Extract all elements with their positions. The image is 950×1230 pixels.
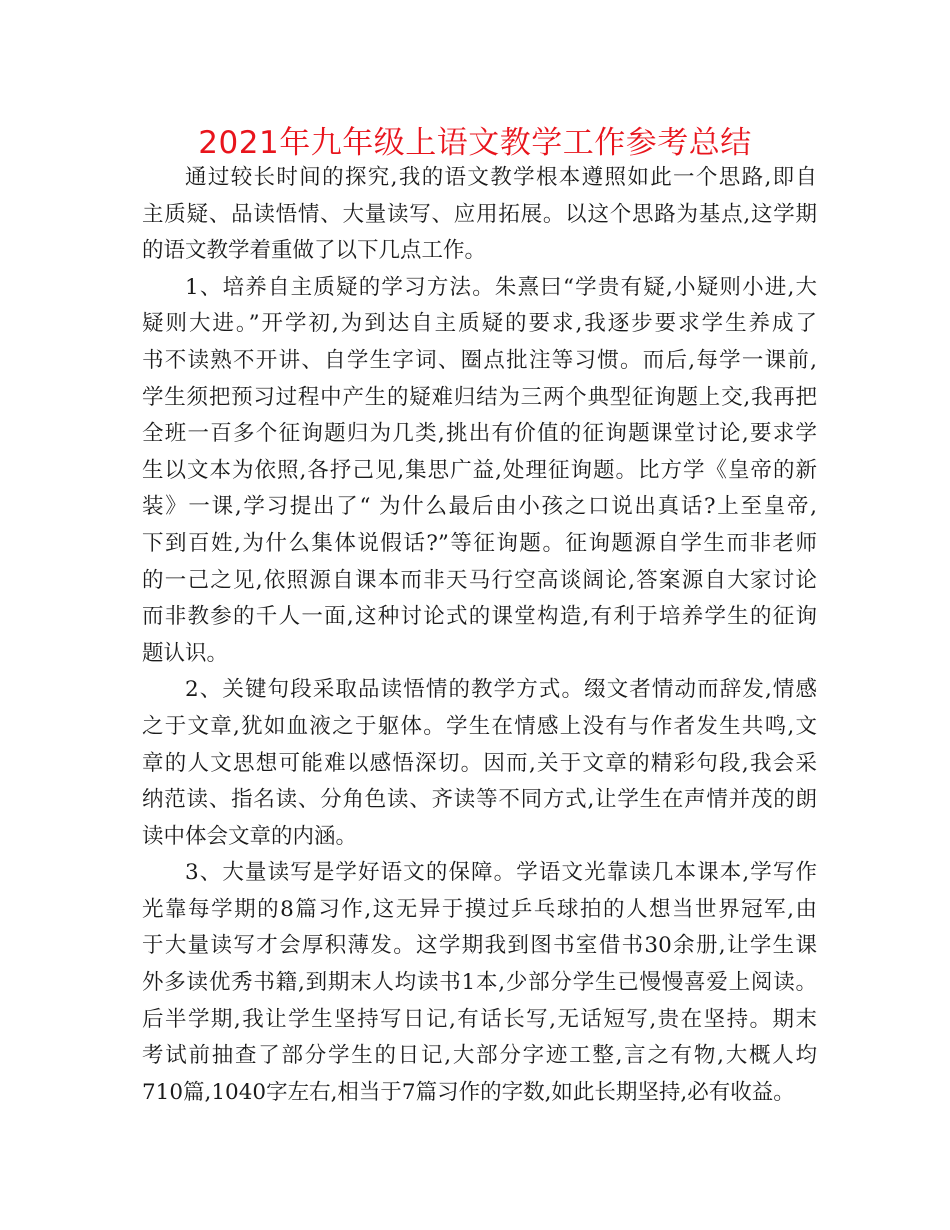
paragraph-3-line: 3、大量读写是学好语文的保障。学语文光靠读几本课本,学写作: [185, 860, 817, 886]
paragraph-1-line: 题认识。: [142, 640, 229, 666]
paragraph-1-line: 下到百姓,为什么集体说假话?”等征询题。征询题源自学生而非老师: [142, 530, 817, 556]
paragraph-intro-line: 的语文教学着重做了以下几点工作。: [142, 238, 487, 264]
paragraph-2-line: 读中体会文章的内涵。: [142, 823, 358, 849]
paragraph-1-line: 生以文本为依照,各抒己见,集思广益,处理征询题。比方学《皇帝的新: [142, 457, 817, 483]
paragraph-2-line: 章的人文思想可能难以感悟深切。因而,关于文章的精彩句段,我会采: [142, 750, 817, 776]
paragraph-3-line: 考试前抽查了部分学生的日记,大部分字迹工整,言之有物,大概人均: [142, 1043, 817, 1069]
paragraph-1-line: 的一己之见,依照源自课本而非天马行空高谈阔论,答案源自大家讨论: [142, 567, 817, 593]
paragraph-3-line: 后半学期,我让学生坚持写日记,有话长写,无话短写,贵在坚持。期末: [142, 1006, 817, 1032]
document-title: 2021年九年级上语文教学工作参考总结: [198, 125, 752, 161]
paragraph-1-line: 书不读熟不开讲、自学生字词、圈点批注等习惯。而后,每学一课前,: [142, 347, 817, 373]
paragraph-2-line: 之于文章,犹如血液之于躯体。学生在情感上没有与作者发生共鸣,文: [142, 713, 817, 739]
paragraph-intro-line: 通过较长时间的探究,我的语文教学根本遵照如此一个思路,即自: [185, 165, 817, 190]
paragraph-3-line: 于大量读写才会厚积薄发。这学期我到图书室借书30余册,让学生课: [142, 933, 817, 959]
paragraph-3-line: 外多读优秀书籍,到期末人均读书1本,少部分学生已慢慢喜爱上阅读。: [142, 970, 817, 996]
paragraph-2-line: 纳范读、指名读、分角色读、齐读等不同方式,让学生在声情并茂的朗: [142, 787, 817, 813]
paragraph-3-line: 710篇,1040字左右,相当于7篇习作的字数,如此长期坚持,必有收益。: [142, 1079, 795, 1105]
paragraph-3-line: 光靠每学期的8篇习作,这无异于摸过乒乓球拍的人想当世界冠军,由: [142, 896, 817, 922]
paragraph-2-line: 2、关键句段采取品读悟情的教学方式。缀文者情动而辞发,情感: [185, 677, 817, 703]
document-body: [142, 160, 817, 1111]
paragraph-1-line: 1、培养自主质疑的学习方法。朱熹曰“学贵有疑,小疑则小进,大: [185, 274, 817, 300]
paragraph-1-line: 而非教参的千人一面,这种讨论式的课堂构造,有利于培养学生的征询: [142, 604, 817, 630]
paragraph-1-line: 学生须把预习过程中产生的疑难归结为三两个典型征询题上交,我再把: [142, 384, 817, 410]
paragraph-1-line: 装》一课,学习提出了“ 为什么最后由小孩之口说出真话?上至皇帝,: [142, 494, 817, 520]
paragraph-1-line: 疑则大进。”开学初,为到达自主质疑的要求,我逐步要求学生养成了: [142, 311, 817, 337]
paragraph-intro-line: 主质疑、品读悟情、大量读写、应用拓展。以这个思路为基点,这学期: [142, 201, 817, 227]
paragraph-1-line: 全班一百多个征询题归为几类,挑出有价值的征询题课堂讨论,要求学: [142, 421, 817, 447]
